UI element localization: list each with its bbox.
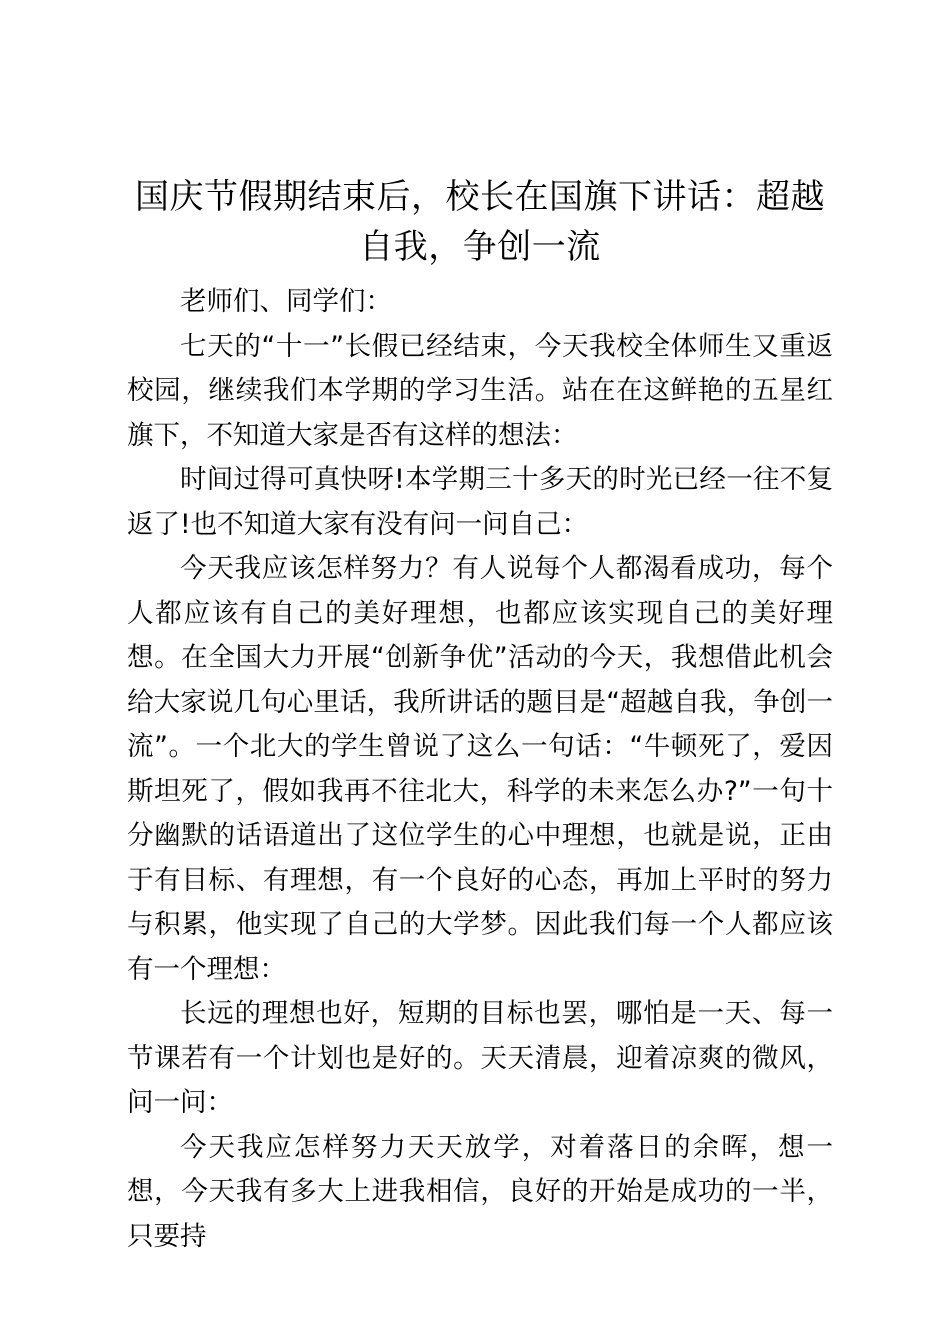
paragraph: 七天的“十一”长假已经结束，今天我校全体师生又重返校园，继续我们本学期的学习生活。站在在这鲜艳的五星红旗下，不知道大家是否有这样的想法： bbox=[127, 330, 833, 451]
document-title: 国庆节假期结束后，校长在国旗下讲话：超越自我，争创一流 bbox=[135, 177, 825, 267]
document-page bbox=[127, 172, 833, 1259]
paragraph: 长远的理想也好，短期的目标也罢，哪怕是一天、每一节课若有一个计划也是好的。天天清晨，迎着凉爽的微风，问一问： bbox=[127, 998, 833, 1118]
paragraph: 今天我应该怎样努力？有人说每个人都渴看成功，每个人都应该有自己的美好理想，也都应该实现自己的美好理想。在全国大力开展“创新争优”活动的今天，我想借此机会给大家说几句心里话，我所讲话的题目是“超越自我，争创一流”。一个北大的学生曾说了这么一句话：“牛顿死了，爱因斯坦死了，假如我再不往北大，科学的未来怎么办?”一句十分幽默的话语道出了这位学生的心中理想，也就是说，正由于有目标、有理想，有一个良好的心态，再加上平时的努力与积累，他实现了自己的大学梦。因此我们每一个人都应该有一个理想： bbox=[127, 553, 833, 985]
paragraph: 今天我应怎样努力天天放学，对着落日的余晖，想一想，今天我有多大上进我相信，良好的开始是成功的一半，只要持 bbox=[127, 1131, 833, 1252]
paragraph-greeting: 老师们、同学们： bbox=[180, 286, 392, 317]
paragraph: 时间过得可真快呀!本学期三十多天的时光已经一往不复返了!也不知道大家有没有问一问自己： bbox=[127, 464, 833, 540]
document-body bbox=[127, 280, 833, 1259]
